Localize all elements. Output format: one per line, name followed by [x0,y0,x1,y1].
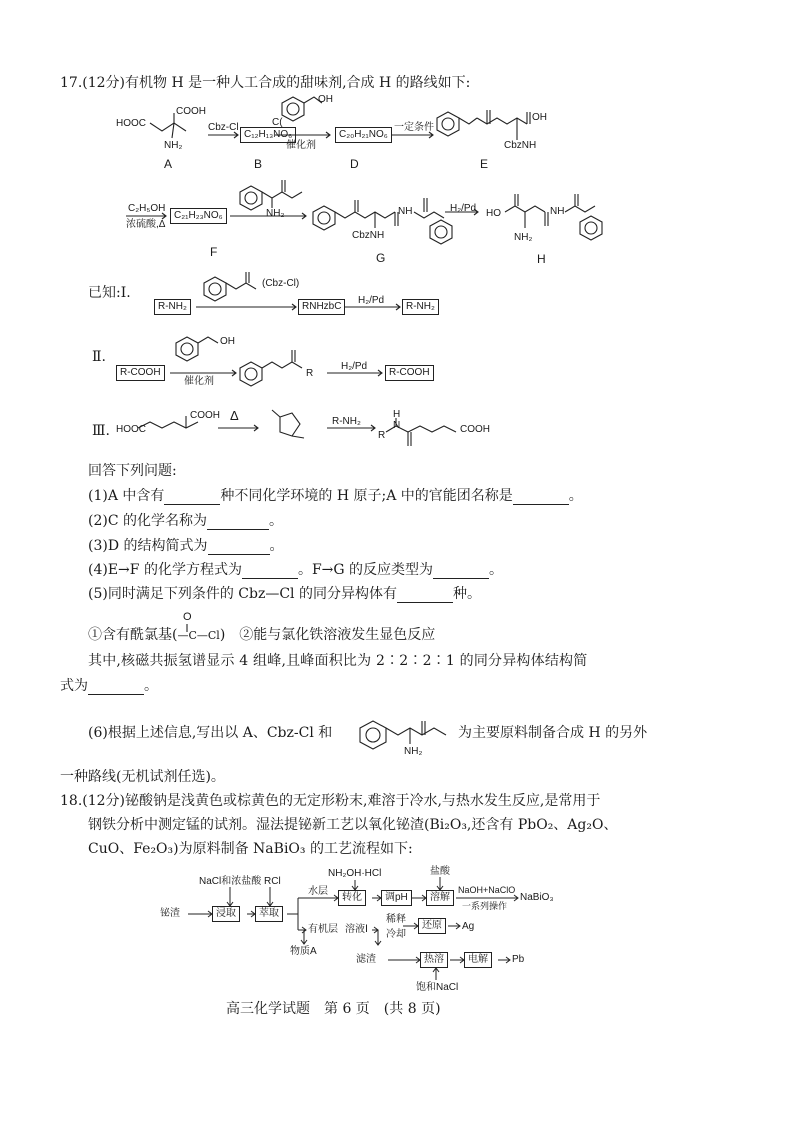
structure-benzyl-alcohol [282,97,322,121]
q6-nh2: NH₂ [404,746,423,757]
flow-hcl: 盐酸 [430,866,450,877]
flow-subA: 物质A [290,946,317,957]
flow-sat: 饱和NaCl [416,982,459,993]
nmr-line2-post: 。 [144,678,158,694]
known3-cooh: COOH [190,410,220,421]
q18-line2: 钢铁分析中测定锰的试剂。湿法提铋新工艺以氧化铋渣(Bi₂O₃,还含有 PbO₂、Ag₂O、 [88,817,618,833]
known2-r: R [306,368,314,379]
known2-h2pd: H₂/Pd [341,361,368,372]
phe-nh2: NH₂ [266,208,285,219]
q17-conditions [88,626,435,645]
flow-leach: 浸取 [212,906,240,922]
catalyst-BD: 催化剂 [286,140,316,151]
structure-cbz-cl [204,272,256,301]
structure-benzyl-alcohol-2 [176,337,218,361]
structure-anhydride [272,410,304,438]
known1-reagent: (Cbz-Cl) [262,278,300,289]
flow-conv-in: NH₂OH·HCl [328,868,382,879]
formula-F: C₂₁H₂₃NO₆ [170,208,227,224]
known3-n: N [393,420,401,431]
reagent-h2pd: H₂/Pd [450,203,477,214]
q18-line1: 18.(12分)铋酸钠是浅黄色或棕黄色的无定形粉末,难溶于冷水,与热水发生反应,是常用于 [60,793,601,809]
flow-dissolve: 溶解 [426,890,454,906]
E-cbznh: CbzNH [504,140,537,151]
known3-num: Ⅲ. [92,423,110,439]
answer-blank[interactable] [207,515,269,530]
q17-4 [88,561,503,579]
known3-r: R [378,430,386,441]
q17-6-pre: (6)根据上述信息,写出以 A、Cbz-Cl 和 [88,725,333,741]
q17-1-pre: (1)A 中含有 [88,488,165,504]
flow-pb: Pb [512,954,525,965]
H-ho: HO [486,208,501,219]
C-oh: OH [318,94,333,105]
q17-5 [88,585,481,603]
q17-4-mid: 。F→G 的反应类型为 [297,562,434,578]
structure-benzyl-ester [240,350,302,386]
known1-h2pd: H₂/Pd [358,295,385,306]
known1-mid: RNHzbC [298,299,345,315]
cond-2: ②能与氯化铁溶液发生显色反应 [239,627,436,643]
label-F: F [210,245,218,259]
reagent-ethanol: C₂H₅OH [128,203,166,214]
cond-1: ①含有酰氯基( [88,627,178,643]
page-footer: 高三化学试题 第 6 页 (共 8 页) [226,1001,441,1017]
q17-6-line2: 一种路线(无机试剂任选)。 [60,769,225,785]
answer-blank[interactable] [88,680,144,695]
structure-succinic-acid [138,416,198,428]
C-paren: C( [272,117,283,128]
label-B: B [254,157,263,171]
flow-cool: 冷却 [386,929,406,940]
q17-header: 17.(12分)有机物 H 是一种人工合成的甜味剂,合成 H 的路线如下: [60,75,471,91]
known1-start: R-NH₂ [154,299,191,315]
acyl-group: —C—Cl [177,629,220,642]
q17-3-pre: (3)D 的结构简式为 [88,538,208,554]
q17-4-post: 。 [489,562,504,578]
answer-blank[interactable] [433,564,489,579]
A-cooh: COOH [176,106,206,117]
q17-1 [88,487,583,505]
q18-line3: CuO、Fe₂O₃)为原料制备 NaBiO₃ 的工艺流程如下: [88,841,413,857]
cond-1-end: ) [219,627,226,643]
flow-convert: 转化 [338,890,366,906]
q17-5-pre: (5)同时满足下列条件的 Cbz—Cl 的同分异构体有 [88,586,397,602]
known2-catalyst: 催化剂 [184,376,214,387]
known-title: 已知:Ⅰ. [88,285,131,301]
E-oh: OH [532,112,547,123]
flow-dilute: 稀释 [386,914,406,925]
flow-extract-in: RCl [264,876,281,887]
label-E: E [480,157,489,171]
flow-leach-in: NaCl和浓盐酸 [199,876,262,887]
flow-hotdiss: 热溶 [420,952,448,968]
answer-blank[interactable] [208,540,270,555]
structure-E [437,110,530,140]
q17-2 [88,512,283,530]
formula-D: C₂₀H₂₁NO₆ [335,127,392,143]
known2-end: R-COOH [385,365,434,381]
answer-blank[interactable] [397,588,453,603]
flow-electro: 电解 [464,952,492,968]
q17-3 [88,537,284,555]
answer-blank[interactable] [513,490,569,505]
flow-reduce: 还原 [418,918,446,934]
q17-5-post: 种。 [452,586,481,602]
acyl-o: O [183,611,192,623]
known3-rnh2: R-NH₂ [332,416,361,427]
structure-phe-ester [240,180,302,210]
flow-residue: 滤渣 [356,954,376,965]
H-nh: NH [550,206,565,217]
flow-reagent: NaOH+NaClO [458,885,516,895]
flow-org: 有机层 [308,924,338,935]
known3-delta: Δ [230,408,239,423]
G-nh: NH [398,206,413,217]
known2-oh: OH [220,336,235,347]
q17-1-post: 。 [568,488,583,504]
q17-2-pre: (2)C 的化学名称为 [88,513,207,529]
q17-6-post: 为主要原料制备合成 H 的另外 [458,725,648,741]
label-G: G [376,251,386,265]
H-nh2: NH₂ [514,232,533,243]
known2-start: R-COOH [116,365,165,381]
known3-h: H [393,409,401,420]
formula-B: C₁₂H₁₃NO₆ [240,127,296,143]
flow-ops: 一系列操作 [462,901,508,911]
structure-phe-ester-q6 [360,721,446,749]
condition-DE: 一定条件 [394,122,434,133]
A-hooc: HOOC [116,118,146,129]
answer-prompt: 回答下列问题: [88,463,177,479]
flow-solI: 溶液Ⅰ [345,924,368,935]
known3-cooh2: COOH [460,424,490,435]
reagent-h2so4: 浓硫酸,Δ [126,219,166,230]
q17-3-post: 。 [269,538,284,554]
label-A: A [164,157,173,171]
nmr-line2 [60,677,158,695]
known1-end: R-NH₂ [402,299,439,315]
flow-extract: 萃取 [255,906,283,922]
nmr-line2-pre: 式为 [60,678,88,694]
q17-4-pre: (4)E→F 的化学方程式为 [88,562,242,578]
A-nh2: NH₂ [164,140,183,151]
flow-ag: Ag [462,921,475,932]
answer-blank[interactable] [164,490,220,505]
G-cbznh: CbzNH [352,230,385,241]
flow-aq: 水层 [308,886,328,897]
label-D: D [350,157,359,171]
known3-hooc: HOOC [116,424,146,435]
flow-product: NaBiO₃ [520,892,554,903]
q17-2-post: 。 [269,513,283,529]
flow-start: 铋渣 [160,908,180,919]
reagent-cbzcl: Cbz-Cl [208,122,239,133]
q17-1-mid: 种不同化学环境的 H 原子;A 中的官能团名称是 [220,488,513,504]
answer-blank[interactable] [242,564,298,579]
nmr-line1: 其中,核磁共振氢谱显示 4 组峰,且峰面积比为 2∶2∶2∶1 的同分异构体结构简 [88,653,588,669]
label-H: H [537,252,546,266]
known2-num: Ⅱ. [92,349,106,365]
flow-ph: 调pH [381,890,412,906]
